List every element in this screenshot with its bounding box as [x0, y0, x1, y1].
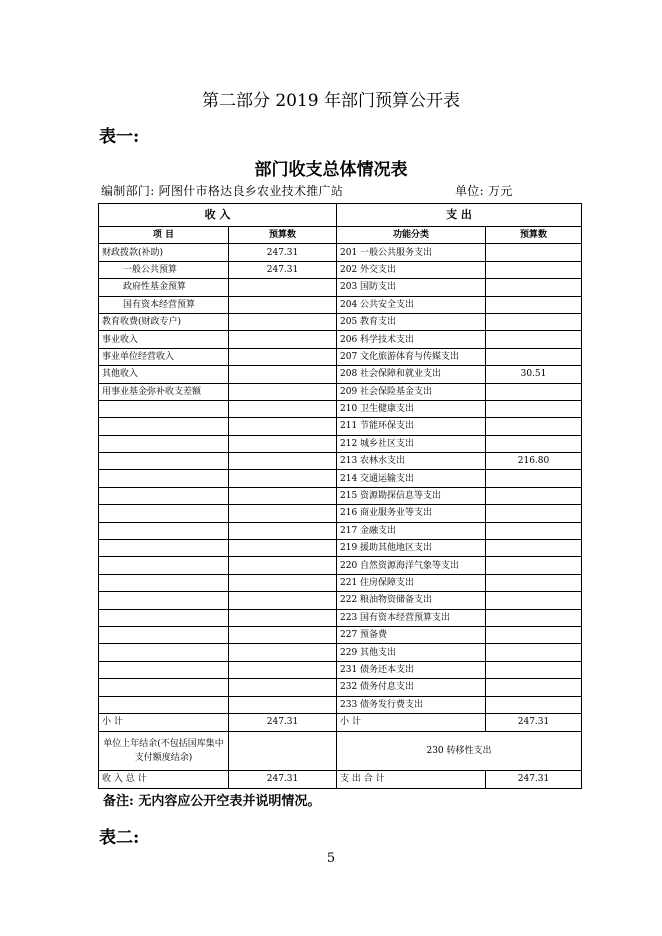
income-value [229, 661, 337, 678]
income-item [99, 453, 229, 470]
table-row [99, 470, 582, 487]
expense-value [486, 661, 582, 678]
expense-item: 220 自然资源海洋气象等支出 [337, 557, 486, 574]
income-value [229, 348, 337, 365]
income-item: 其他收入 [99, 366, 229, 383]
table-row [99, 540, 582, 557]
expense-value [486, 435, 582, 452]
table-row [99, 522, 582, 539]
page-title: 第二部分 2019 年部门预算公开表 [201, 91, 461, 111]
expense-item: 213 农林水支出 [337, 453, 486, 470]
income-value [229, 679, 337, 696]
income-item [99, 592, 229, 609]
expense-item: 207 文化旅游体育与传媒支出 [337, 348, 486, 365]
expense-value [486, 400, 582, 417]
expense-item: 229 其他支出 [337, 644, 486, 661]
income-value [229, 522, 337, 539]
expense-item: 208 社会保障和就业支出 [337, 366, 486, 383]
income-item: 财政拨款(补助) [99, 244, 229, 261]
carryover-row [99, 731, 582, 770]
income-item: 政府性基金预算 [99, 279, 229, 296]
expense-item: 217 金融支出 [337, 522, 486, 539]
expense-value [486, 592, 582, 609]
header-row-sub [99, 227, 582, 244]
income-value [229, 383, 337, 400]
expense-value [486, 331, 582, 348]
expense-item: 214 交通运输支出 [337, 470, 486, 487]
expense-value: 30.51 [486, 366, 582, 383]
table-row [99, 400, 582, 417]
income-item [99, 418, 229, 435]
item-header: 项 目 [99, 227, 229, 244]
expense-item: 209 社会保险基金支出 [337, 383, 486, 400]
expense-item: 221 住房保障支出 [337, 574, 486, 591]
expense-value [486, 557, 582, 574]
expense-item: 215 资源勘探信息等支出 [337, 487, 486, 504]
table-row [99, 679, 582, 696]
expense-item: 210 卫生健康支出 [337, 400, 486, 417]
income-value [229, 505, 337, 522]
expense-value [486, 626, 582, 643]
expense-item: 206 科学技术支出 [337, 331, 486, 348]
expense-value [486, 313, 582, 330]
table-row [99, 696, 582, 713]
expense-value [486, 574, 582, 591]
expense-value [486, 296, 582, 313]
income-item [99, 609, 229, 626]
expense-value [486, 540, 582, 557]
table-row [99, 348, 582, 365]
income-value [229, 540, 337, 557]
expense-item: 216 商业服务业等支出 [337, 505, 486, 522]
income-value [229, 487, 337, 504]
expense-item: 227 预备费 [337, 626, 486, 643]
income-value [229, 626, 337, 643]
subtotal-expense-label: 小 计 [337, 713, 486, 731]
expense-value [486, 261, 582, 278]
expense-item: 222 粮油物资储备支出 [337, 592, 486, 609]
income-value: 247.31 [229, 244, 337, 261]
income-header: 收 入 [99, 204, 337, 227]
table-row [99, 435, 582, 452]
table-row [99, 487, 582, 504]
expense-value [486, 522, 582, 539]
income-item: 事业收入 [99, 331, 229, 348]
expense-value [486, 644, 582, 661]
income-value [229, 366, 337, 383]
income-value [229, 574, 337, 591]
income-item [99, 487, 229, 504]
income-item [99, 505, 229, 522]
income-value: 247.31 [229, 261, 337, 278]
expense-item: 223 国有资本经营预算支出 [337, 609, 486, 626]
expense-value: 216.80 [486, 453, 582, 470]
expense-item: 231 债务还本支出 [337, 661, 486, 678]
expense-value [486, 470, 582, 487]
total-expense-value: 247.31 [486, 770, 582, 788]
income-item [99, 470, 229, 487]
income-value [229, 418, 337, 435]
income-value [229, 313, 337, 330]
table-row [99, 505, 582, 522]
subtotal-expense-value: 247.31 [486, 713, 582, 731]
expense-value [486, 696, 582, 713]
income-item: 国有资本经营预算 [99, 296, 229, 313]
table-row [99, 609, 582, 626]
transfer-expense-label: 230 转移性支出 [337, 731, 582, 770]
income-item [99, 661, 229, 678]
function-header: 功能分类 [337, 227, 486, 244]
table-row [99, 661, 582, 678]
income-value [229, 296, 337, 313]
income-value [229, 400, 337, 417]
income-value [229, 279, 337, 296]
income-item [99, 522, 229, 539]
table-row [99, 261, 582, 278]
table-row [99, 244, 582, 261]
budget-table [98, 203, 582, 789]
income-item: 一般公共预算 [99, 261, 229, 278]
total-income-label: 收 入 总 计 [99, 770, 229, 788]
income-item [99, 435, 229, 452]
income-item: 事业单位经营收入 [99, 348, 229, 365]
expense-item: 232 债务付息支出 [337, 679, 486, 696]
table-row [99, 574, 582, 591]
table-row [99, 557, 582, 574]
budget-header-2: 预算数 [486, 227, 582, 244]
expense-item: 233 债务发行费支出 [337, 696, 486, 713]
income-item [99, 626, 229, 643]
table-row [99, 592, 582, 609]
table-row [99, 296, 582, 313]
income-value [229, 557, 337, 574]
expense-value [486, 418, 582, 435]
expense-value [486, 609, 582, 626]
expense-value [486, 244, 582, 261]
total-income-value: 247.31 [229, 770, 337, 788]
table-row [99, 366, 582, 383]
income-item: 教育收费(财政专户) [99, 313, 229, 330]
table2-heading: 表二: [99, 828, 140, 848]
income-item [99, 679, 229, 696]
expense-value [486, 279, 582, 296]
income-item: 用事业基金弥补收支差额 [99, 383, 229, 400]
table-row [99, 331, 582, 348]
header-row-main [99, 204, 582, 227]
carryover-income-label: 单位上年结余(不包括国库集中支付额度结余) [99, 731, 229, 770]
expense-value [486, 487, 582, 504]
note: 备注: 无内容应公开空表并说明情况。 [103, 794, 321, 809]
expense-item: 205 教育支出 [337, 313, 486, 330]
table-row [99, 418, 582, 435]
table-row [99, 644, 582, 661]
income-value [229, 644, 337, 661]
table1-heading: 表一: [99, 127, 140, 147]
income-item [99, 696, 229, 713]
income-item [99, 540, 229, 557]
page-number: 5 [326, 851, 336, 866]
income-item [99, 557, 229, 574]
total-expense-label: 支 出 合 计 [337, 770, 486, 788]
income-value [229, 696, 337, 713]
expense-item: 212 城乡社区支出 [337, 435, 486, 452]
table-row [99, 383, 582, 400]
income-value [229, 453, 337, 470]
table-row [99, 453, 582, 470]
subtotal-income-label: 小 计 [99, 713, 229, 731]
income-value [229, 435, 337, 452]
table-row [99, 279, 582, 296]
table-row [99, 313, 582, 330]
expense-value [486, 679, 582, 696]
expense-item: 203 国防支出 [337, 279, 486, 296]
expense-header: 支 出 [337, 204, 582, 227]
department-label: 编制部门: 阿图什市格达良乡农业技术推广站 [101, 184, 344, 198]
expense-value [486, 348, 582, 365]
sum-row [99, 770, 582, 788]
expense-item: 204 公共安全支出 [337, 296, 486, 313]
income-value [229, 609, 337, 626]
subtotal-income-value: 247.31 [229, 713, 337, 731]
expense-item: 202 外交支出 [337, 261, 486, 278]
income-item [99, 400, 229, 417]
unit-label: 单位: 万元 [455, 184, 513, 198]
expense-value [486, 505, 582, 522]
expense-item: 219 援助其他地区支出 [337, 540, 486, 557]
budget-header: 预算数 [229, 227, 337, 244]
income-value [229, 470, 337, 487]
table-row [99, 626, 582, 643]
expense-item: 201 一般公共服务支出 [337, 244, 486, 261]
income-item [99, 644, 229, 661]
sum-row [99, 713, 582, 731]
income-item [99, 574, 229, 591]
income-value [229, 331, 337, 348]
expense-value [486, 383, 582, 400]
income-value [229, 592, 337, 609]
carryover-income-value [229, 731, 337, 770]
expense-item: 211 节能环保支出 [337, 418, 486, 435]
table-title: 部门收支总体情况表 [254, 160, 408, 180]
